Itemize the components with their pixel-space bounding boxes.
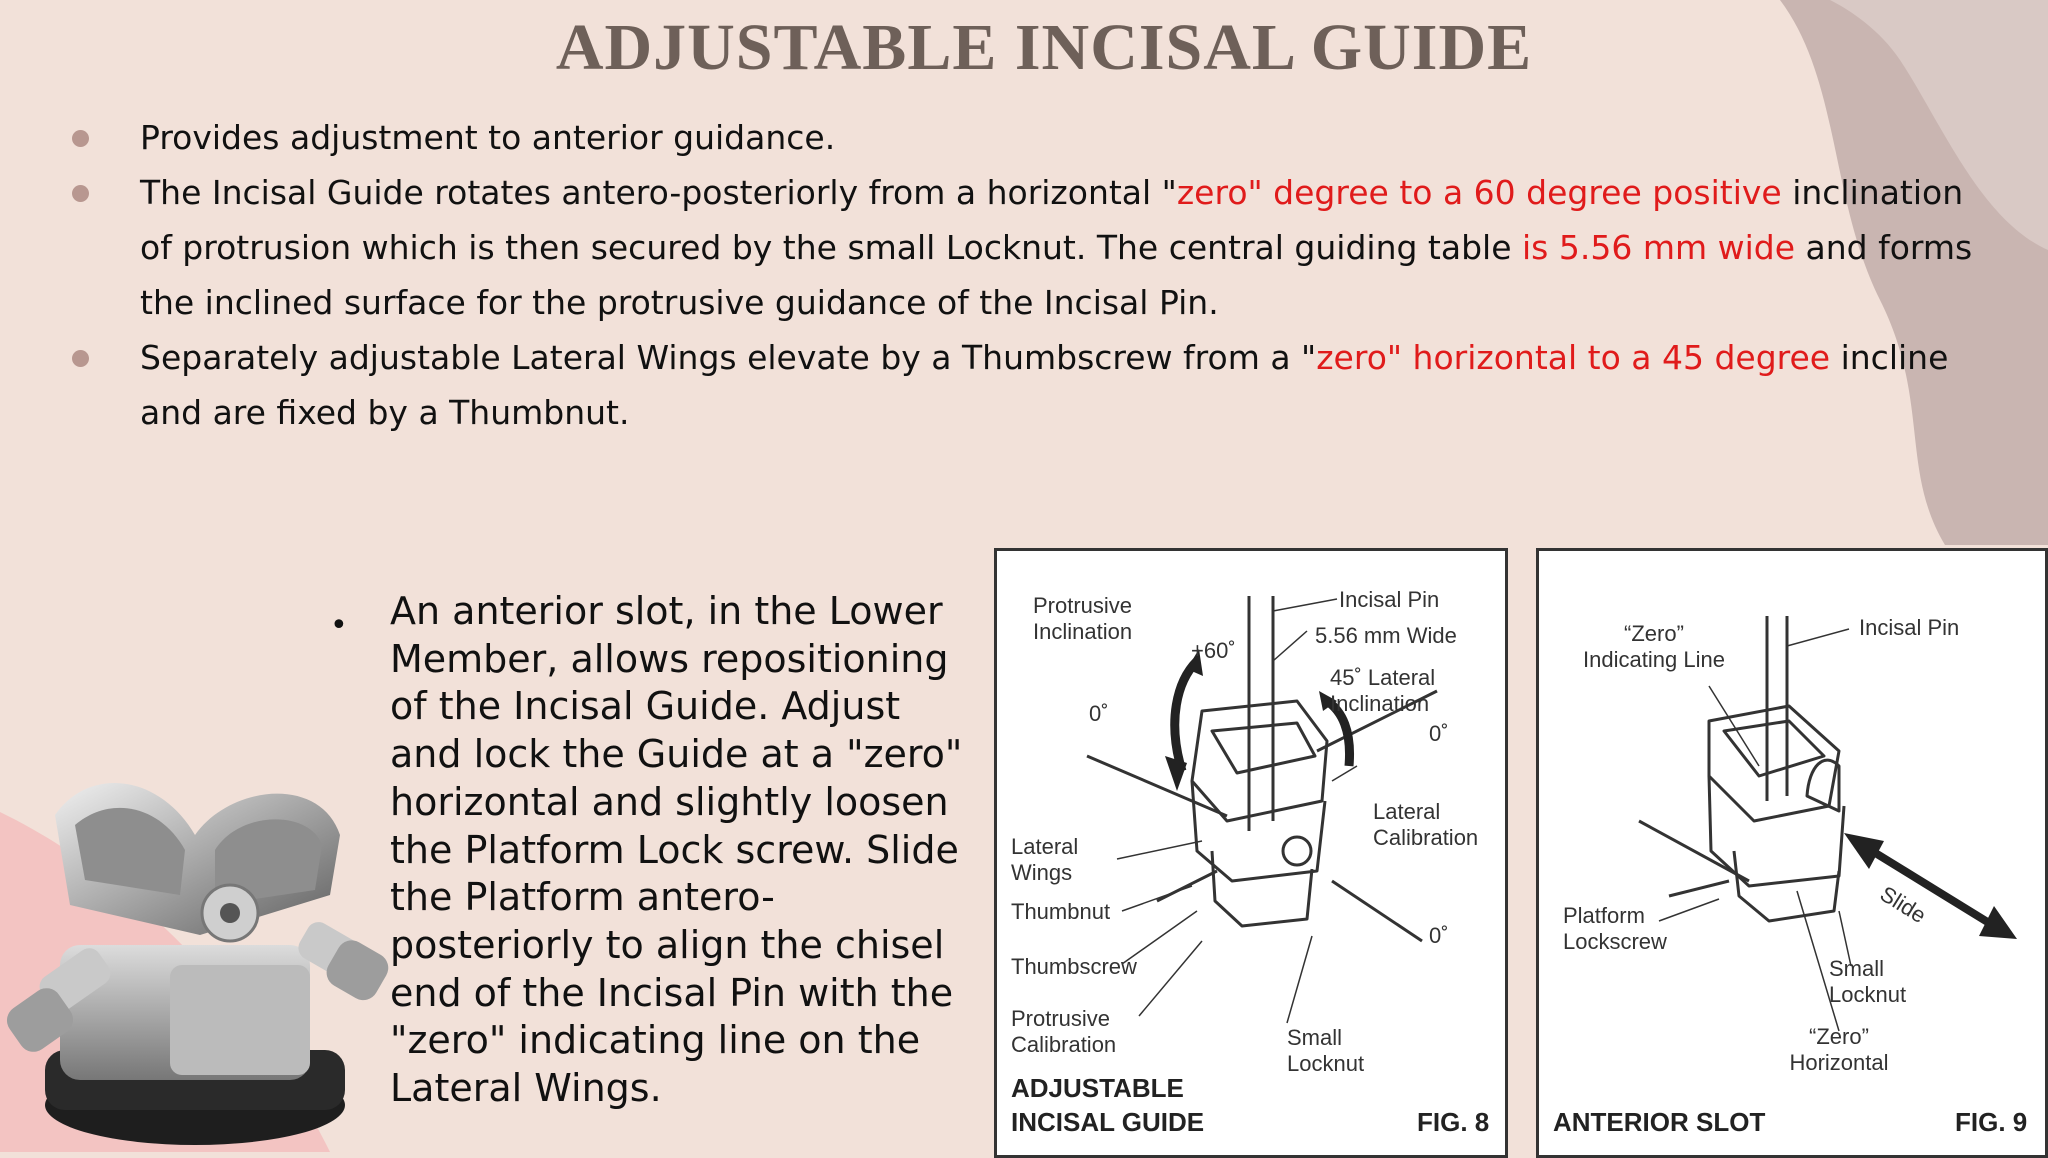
- label-zero-top: 0˚: [1089, 701, 1109, 726]
- label-lateral-inclination: 45˚ Lateral Inclination: [1330, 665, 1436, 716]
- bullet-item: [70, 110, 2000, 165]
- label-lateral-wings: Lateral Wings: [1011, 834, 1079, 885]
- label-small-locknut: Small Locknut: [1287, 1025, 1365, 1076]
- bullet-text: and forms the inclined surface for the protrusive guidance of the Incisal Pin.: [140, 228, 1973, 322]
- slide-title: ADJUSTABLE INCISAL GUIDE: [555, 11, 1533, 84]
- highlighted-text: zero" horizontal to a 45 degree: [1316, 338, 1831, 377]
- figure-8-number: FIG. 8: [1417, 1107, 1490, 1137]
- bullet-dot: [72, 130, 89, 147]
- bullet-text: Separately adjustable Lateral Wings elevate by a Thumbscrew from a ": [140, 338, 1317, 377]
- label-protrusive-calibration: Protrusive Calibration: [1011, 1006, 1117, 1057]
- label-incisal-pin: Incisal Pin: [1339, 587, 1440, 612]
- bullet-dot: [72, 350, 89, 367]
- figure-9-anterior-slot: [1536, 548, 2048, 1158]
- label-slide: Slide: [1875, 881, 1931, 929]
- incisal-guide-photo: [0, 745, 390, 1152]
- label-incisal-pin: Incisal Pin: [1859, 615, 1960, 640]
- bullet-text: incline and are fixed by a Thumbnut.: [140, 338, 1949, 432]
- bullet-text: Provides adjustment to anterior guidance.: [140, 118, 836, 157]
- label-zero-right: 0˚: [1429, 721, 1449, 746]
- highlighted-text: zero" degree to a 60 degree positive: [1176, 173, 1782, 212]
- figure-9-number: FIG. 9: [1955, 1107, 2028, 1137]
- figure-9-caption: ANTERIOR SLOT: [1553, 1107, 1766, 1137]
- label-zero-horizontal: “Zero” Horizontal: [1789, 1024, 1889, 1075]
- anterior-paragraph: An anterior slot, in the Lower Member, allows repositioning of the Incisal Guide. Adjust and lock the Guide at a "zero" horizontal and slightly loosen the Platform Lock screw. Slide the Platform antero-posteriorly to align the chisel end of the Incisal Pin with the "zero" indicating line on the Lateral Wings.: [390, 589, 963, 1111]
- bullet-item: [70, 165, 2000, 330]
- label-zero-indicating-line: “Zero” Indicating Line: [1583, 621, 1725, 672]
- bullet-text: The Incisal Guide rotates antero-posteriorly from a horizontal ": [140, 173, 1177, 212]
- figure-8-caption: ADJUSTABLE INCISAL GUIDE: [1011, 1073, 1205, 1137]
- label-width: 5.56 mm Wide: [1315, 623, 1457, 648]
- bullet-list: [70, 110, 2000, 440]
- label-plus-60: +60˚: [1191, 638, 1236, 663]
- label-small-locknut: Small Locknut: [1829, 956, 1907, 1007]
- label-lateral-calibration: Lateral Calibration: [1373, 799, 1479, 850]
- anterior-bullet: •: [330, 608, 348, 643]
- bullet-item: [70, 330, 2000, 440]
- label-thumbscrew: Thumbscrew: [1011, 954, 1137, 979]
- label-thumbnut: Thumbnut: [1011, 899, 1111, 924]
- bullet-dot: [72, 185, 89, 202]
- bullet-text: inclination of protrusion which is then secured by the small Locknut. The central guiding table: [140, 173, 1964, 267]
- label-zero-bottom: 0˚: [1429, 923, 1449, 948]
- label-platform-lockscrew: Platform Lockscrew: [1563, 903, 1667, 954]
- label-protrusive-inclination: Protrusive Inclination: [1033, 593, 1133, 644]
- figure-8-adjustable-incisal-guide: [994, 548, 1508, 1158]
- highlighted-text: is 5.56 mm wide: [1522, 228, 1796, 267]
